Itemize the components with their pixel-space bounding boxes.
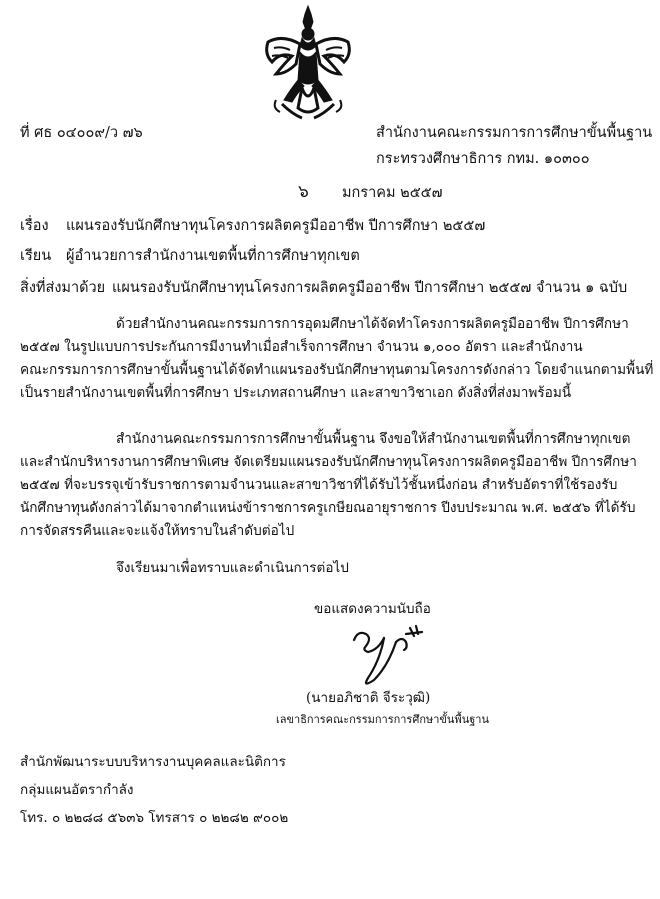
garuda-emblem-icon — [262, 4, 354, 124]
paragraph-line: สำนักงานคณะกรรมการการศึกษาขั้นพื้นฐาน จึงขอให้สำนักงานเขตพื้นที่การศึกษาทุกเขต — [116, 431, 631, 447]
subject-text: แผนรองรับนักศึกษาทุนโครงการผลิตครูมืออาชีพ ปีการศึกษา ๒๕๕๗ — [66, 218, 486, 234]
body-paragraph-1 — [20, 313, 654, 405]
closing-request: จึงเรียนมาเพื่อทราบและดำเนินการต่อไป — [116, 560, 349, 576]
agency-name: สำนักงานคณะกรรมการการศึกษาขั้นพื้นฐาน — [376, 125, 653, 141]
paragraph-line: ๒๕๕๗ ที่จะบรรจุเข้ารับราชการตามจำนวนและสาขาวิชาที่ได้รับไว้ชั้นหนึ่งก่อน สำหรับอัตราที่ใช้รองรับ — [20, 477, 618, 493]
paragraph-line: การจัดสรรคืนและจะแจ้งให้ทราบในลำดับต่อไป — [20, 523, 295, 539]
paragraph-line: นักศึกษาทุนดังกล่าวได้มาจากตำแหน่งข้าราชการครูเกษียณอายุราชการ ปีงบประมาณ พ.ศ. ๒๕๕๖ ที่ได้รับ — [20, 500, 636, 516]
paragraph-line: ๒๕๕๗ ในรูปแบบการประกันการมีงานทำเมื่อสำเร็จการศึกษา จำนวน ๑,๐๐๐ อัตรา และสำนักงาน — [20, 339, 583, 355]
date-month-year: มกราคม ๒๕๕๗ — [342, 185, 443, 201]
salutation: ขอแสดงความนับถือ — [314, 601, 431, 617]
recipient-text: ผู้อำนวยการสำนักงานเขตพื้นที่การศึกษาทุกเขต — [66, 248, 360, 264]
subject-label: เรื่อง — [20, 218, 49, 234]
handwritten-signature-icon — [344, 620, 440, 692]
ministry-address: กระทรวงศึกษาธิการ กทม. ๑๐๓๐๐ — [376, 151, 590, 167]
paragraph-line: คณะกรรมการการศึกษาขั้นพื้นฐานได้จัดทำแผนรองรับนักศึกษาทุนตามโครงการดังกล่าว โดยจำแนกตามพื้นที่ — [20, 362, 654, 378]
paragraph-line: เป็นรายสำนักงานเขตพื้นที่การศึกษา ประเภทสถานศึกษา และสาขาวิชาเอก ดังสิ่งที่ส่งมาพร้อมนี้ — [20, 385, 572, 401]
enclosure-text: แผนรองรับนักศึกษาทุนโครงการผลิตครูมืออาชีพ ปีการศึกษา ๒๕๕๗ จำนวน ๑ ฉบับ — [112, 280, 628, 296]
footer-contact: โทร. ๐ ๒๒๘๘ ๕๖๓๖ โทรสาร ๐ ๒๒๘๒ ๙๐๐๒ — [20, 810, 289, 826]
date-day: ๖ — [298, 182, 309, 202]
reference-number: ที่ ศธ ๐๔๐๐๙/ว ๗๖ — [20, 125, 143, 141]
signatory-position: เลขาธิการคณะกรรมการการศึกษาขั้นพื้นฐาน — [276, 713, 489, 726]
footer-group: กลุ่มแผนอัตรากำลัง — [20, 782, 134, 798]
signatory-name: (นายอภิชาติ จีระวุฒิ) — [306, 690, 431, 706]
paragraph-line: ด้วยสำนักงานคณะกรรมการการอุดมศึกษาได้จัดทำโครงการผลิตครูมืออาชีพ ปีการศึกษา — [116, 316, 629, 332]
paragraph-line: และสำนักบริหารงานการศึกษาพิเศษ จัดเตรียมแผนรองรับนักศึกษาทุนโครงการผลิตครูมืออาชีพ ปีการศึกษา — [20, 454, 637, 470]
recipient-label: เรียน — [20, 248, 52, 264]
enclosure-label: สิ่งที่ส่งมาด้วย — [20, 280, 106, 296]
footer-office: สำนักพัฒนาระบบบริหารงานบุคคลและนิติการ — [20, 754, 286, 770]
body-paragraph-2 — [20, 428, 640, 543]
